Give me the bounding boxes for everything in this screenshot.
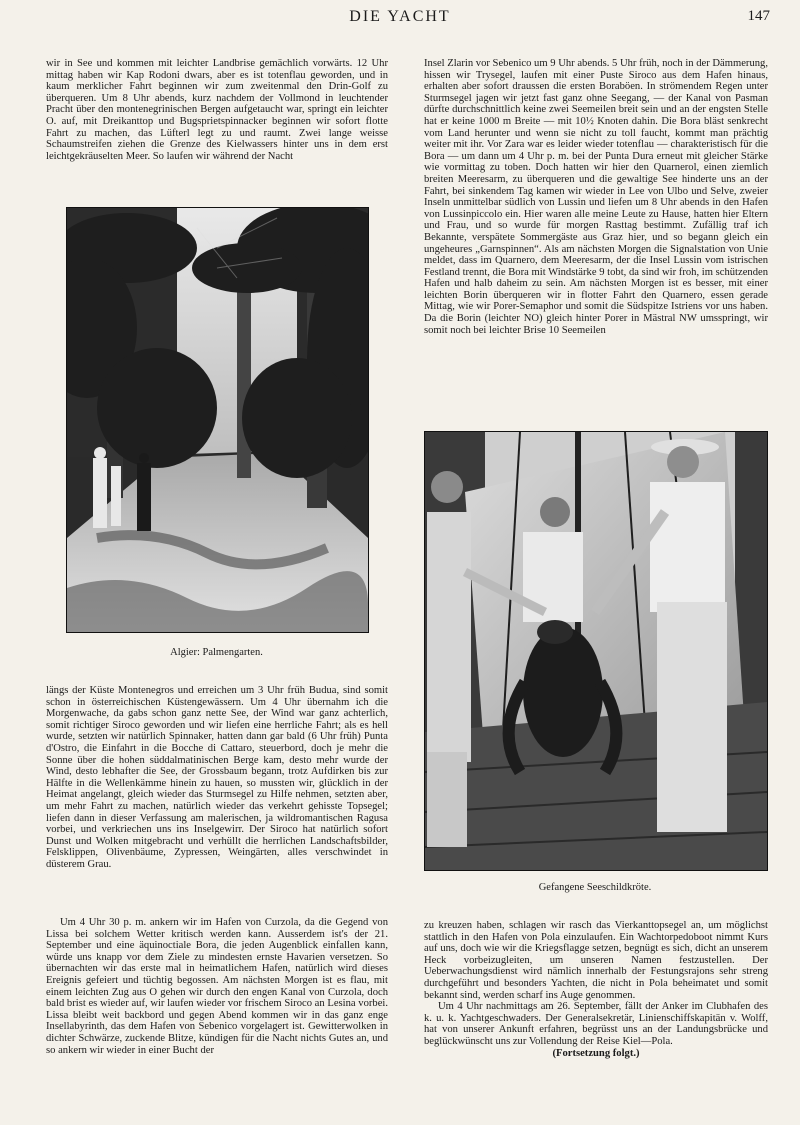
journal-title: DIE YACHT	[349, 8, 451, 25]
left-middle-paragraph	[46, 685, 388, 871]
right-top-paragraph	[424, 58, 768, 336]
page-number: 147	[747, 8, 770, 24]
photo-caption: Algier: Palmengarten.	[170, 647, 263, 658]
left-top-paragraph	[46, 58, 388, 162]
paragraph-text: Um 4 Uhr nachmittags am 26. September, fällt der Anker im Clubhafen des k. u. k. Yachtgeschwaders. Der Generalsekretär, Linienschiffskapitän v. Wolff, hat von unserer Ankunft erfahren, begrüsst uns an der Landungsbrücke und beglückwünscht uns zur Vollendung der Reise Kiel—Pola.	[424, 1001, 768, 1047]
continued-note: (Fortsetzung folgt.)	[552, 1047, 640, 1059]
sea-turtle-photo	[424, 431, 768, 871]
paragraph-text: Insel Zlarin vor Sebenico um 9 Uhr abends. 5 Uhr früh, noch in der Dämmerung, hissen wir Trysegel, laufen mit einer Puste Siroco aus dem Hafen hinaus, erhalten aber sofort draussen die ersten Boraböen. In strömendem Regen unter Sturmsegel jagen wir jetzt fast ganz ohne Seegang, — der Kanal von Pasman dürfte durchschnittlich keine zwei Seemeilen breit sein und an der engsten Stelle hat er keine 1000 m Breite — mit 10½ Knoten dahin. Die Bora bläst senkrecht vom Land herunter und wenn sie nicht zu toll faucht, kommt man prächtig weiter mit ihr. Vor Zara war es leider wieder totenflau — charakteristisch für die Bora — um dann um 4 Uhr p. m. bei der Punta Dura erneut mit gleicher Stärke wie vormittag zu toben. Doch hatten wir hier den Quarnerol, einen ziemlich breiten Meeresarm, zu überqueren und die gewaltige See hinderte uns an der Fahrt, bei sinkendem Tag kamen wir wieder in Lee von Ulbo und Selve, zweier Inseln unmittelbar südlich von Lussin und liefen um 8 Uhr abends in den Hafen von Lussinpiccolo ein. Hier waren alle meine Leute zu Hause, hatten hier Eltern und Frau, und so wurde für morgen Rasttag bestimmt. Zufällig traf ich Bekannte, verspätete Sommergäste aus Graz hier, und so begann gleich ein ungeheures „Garnspinnen“. Als am nächsten Morgen die Signalstation von Unie meldet, dass im Quarnero, dem Meeresarm, der die Insel Lussin vom istrischen Festland trennt, die Bora mit Windstärke 9 tobt, da sind wir froh, im schützenden Hafen und halb daheim zu sein. Am nächsten Morgen ist es besser, mit einer leichten Borin überqueren wir in flotter Fahrt den Quarnero, essen gerade Mittag, wie wir Porer-Semaphor und somit die Südspitze Istriens vor uns haben. Da die Borin (leichter NO) gleich hinter Porer in Mästral NW umsspringt, wir somit noch bei leichter Brise 10 Seemeilen	[424, 58, 768, 336]
left-bottom-paragraph	[46, 917, 388, 1056]
palm-garden-photo	[66, 207, 369, 633]
paragraph-text: längs der Küste Montenegros und erreichen um 3 Uhr früh Budua, sind somit schon in österreichischen Küstengewässern. Um 4 Uhr übernahm ich die Morgenwache, da gabs schon ganz nette See, der Wind war ganz achterlich, somit richtiger Siroco geworden und wir liefen eine herrliche Fahrt; als es hell wurde, setzten wir natürlich Spinnaker, hatten dann gar bald (6 Uhr früh) Punta d'Ostro, die Einfahrt in die Bocche di Cattaro, steuerbord, doch je mehr die Sonne über die hohen süddalmatinischen Berge kam, desto mehr wurde der Wind, desto lebhafter die See, der Grossbaum begann, trotz Aufdirken bis zur Hälfte in die Wellenkämme hinein zu hauen, so mussten wir, glücklich in der Heimat angelangt, gleich wieder das Sturmsegel zu Hilfe nehmen, setzten aber, um mehr Fahrt zu machen, natürlich wieder das verkehrt gehisste Topsegel; liefen dann in dieser Verfassung am malerischen, ja wildromantischen Ragusa vorbei, und verkriechen uns ins Inselgewirr. Der Siroco hat natürlich sofort Dunst und Wolken mitgebracht und verhüllt die herrlichen Landschaftsbilder, Felsklippen, Olivenbäume, Zypressen, Weingärten, alles verschwindet in düsterem Grau.	[46, 685, 388, 870]
right-bottom-paragraph	[424, 920, 768, 1059]
page-header	[0, 8, 800, 30]
paragraph-text: Um 4 Uhr 30 p. m. ankern wir im Hafen von Curzola, da die Gegend von Lissa bei solchem Wetter kritisch werden kann. Ausserdem ist's der 21. September und eine äquinoctiale Bora, die jeden Augenblick einfallen kann, würde uns knapp vor dem Ziele zu mindesten ernste Havarien versetzen. So übernachten wir das erste mal in heimatlichem Hafen, natürlich wird dieses Ereignis gefeiert und tüchtig begossen. Am nächsten Morgen ist es flau, mit einem leichten Zug aus O gehen wir durch den engen Kanal von Curzola, doch bald brist es wieder auf, wir laufen wieder vor frischem Siroco an Lesina vorbei. Lissa bleibt weit backbord und gegen Abend kommen wir in das ganz enge Insellabyrinth, das dem Hafen von Sebenico vorgelagert ist. Gewitterwolken in dichter Schwärze, zuckende Blitze, kündigen für die Nacht nichts Gutes an, und so ankern wir wieder in einer Bucht der	[46, 917, 388, 1056]
paragraph-text: zu kreuzen haben, schlagen wir rasch das Vierkanttopsegel an, um möglichst stattlich in den Hafen von Pola einzulaufen. Ein Wachtorpedoboot nimmt Kurs auf uns, doch wie wir die Kriegsflagge setzen, begnügt es sich, dicht an unserem Heck vorbeizugleiten, um unseren Namen festzustellen. Der Ueberwachungsdienst wird nämlich innerhalb der Festungsrajons sehr streng durchgeführt und besonders Yachten, die nicht in Pola beheimatet und somit bekannt sind, werden scharf ins Auge genommen.	[424, 920, 768, 1001]
photo-caption: Gefangene Seeschildkröte.	[538, 882, 652, 893]
palm-garden-image	[67, 208, 368, 632]
sea-turtle-image	[425, 432, 767, 870]
paragraph-text: wir in See und kommen mit leichter Landbrise gemächlich vorwärts. 12 Uhr mittag haben wir Kap Rodoni dwars, aber es ist totenflau geworden, und in kaum merklicher Fahrt beginnen wir zum zweitenmal den Drin-Golf zu überqueren. Um 8 Uhr abends, kurz nachdem der Vollmond in leuchtender Pracht über den montenegrinischen Bergen aufgetaucht war, springt ein leichter O. auf, mit Dreikanttop und Bugsprietspinnacker beginnen wir sofort flotte Fahrt zu machen, das Lüfterl legt zu und raumt. Zwei lange weisse Schaumstreifen ziehen die Grenze des Kielwassers hinter uns in dem erst leichtgekräuselten Meer. So laufen wir während der Nacht	[46, 58, 388, 162]
